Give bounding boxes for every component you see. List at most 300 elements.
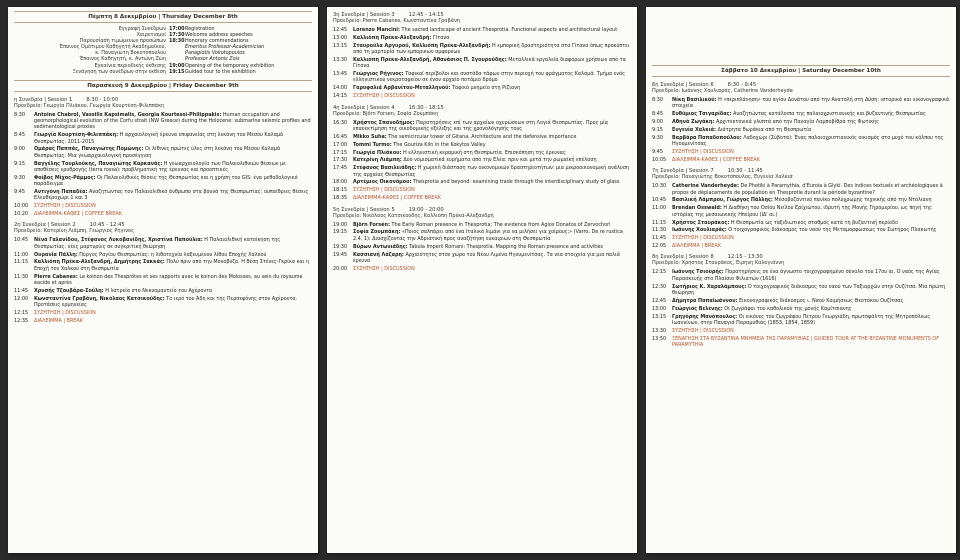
talk-time: 17:00 xyxy=(333,141,348,148)
talk-text xyxy=(353,43,631,56)
session-title: 4η Συνεδρία | Session 4 xyxy=(333,104,395,111)
talk-text xyxy=(353,142,631,148)
talk-time: 11:15 xyxy=(14,259,29,266)
talk-time: 12:30 xyxy=(652,283,667,290)
talk-text xyxy=(34,146,312,159)
talk-title: ΣΥΖΗΤΗΣΗ | DISCUSSION xyxy=(672,327,734,334)
talk-text xyxy=(672,306,950,312)
talk-text xyxy=(353,195,631,201)
talk-row xyxy=(333,85,631,91)
talk-title: ΣΥΖΗΤΗΣΗ | DISCUSSION xyxy=(353,265,415,272)
talk-time: 9:15 xyxy=(14,160,25,167)
opening-label-en: Panagiotis Vokotopoulos xyxy=(185,50,245,57)
talk-title: ΣΥΖΗΤΗΣΗ | DISCUSSION xyxy=(672,149,734,156)
talk-speakers: Björn Forsén: xyxy=(353,221,390,228)
talk-row xyxy=(333,57,631,70)
talk-speakers: Ιωάννης Χουλιαράς: xyxy=(672,227,727,234)
talk-time: 16:45 xyxy=(333,133,348,140)
talk-speakers: Αντιγόνη Παπαδέα: xyxy=(34,188,88,195)
session-time: 8:30 - 10:00 xyxy=(86,96,119,103)
talk-title: Human occupation and geomorphological evolution of the Corfu strait (NW Greece) during the Holocene: submarine seismic profiles and sedimentological proxies xyxy=(34,111,311,131)
talk-time: 14:00 xyxy=(333,85,348,92)
talk-time: 12:35 xyxy=(14,317,29,324)
talk-speakers: Καλλιόπη Πρέκα-Αλεξανδρή, Αθανάσιος Π. Σγουρούδης: xyxy=(353,56,507,63)
opening-time: 19:00 xyxy=(169,62,185,69)
session-block xyxy=(646,82,956,163)
talk-text xyxy=(34,237,312,250)
talk-row xyxy=(652,197,950,203)
session-title: 2η Συνεδρία | Session 2 xyxy=(14,222,76,229)
talk-speakers: Γαρυφαλιά Αρβανίτου-Μεταλληνού: xyxy=(353,85,451,92)
opening-time: 19:15 xyxy=(169,68,185,75)
talk-row xyxy=(652,298,950,304)
program-break-row xyxy=(652,149,950,155)
talk-speakers: Βασιλική Λάμπρου, Γιώργος Πάλλης: xyxy=(672,197,773,204)
talk-text xyxy=(353,57,631,70)
talk-row xyxy=(333,71,631,84)
talk-text xyxy=(353,85,631,91)
talk-text xyxy=(34,310,312,316)
talk-title: Ταφικό μνημείο στη Ρίζιανη xyxy=(450,85,521,92)
talk-time: 9:15 xyxy=(652,126,663,133)
talk-speakers: Χρήστος Σπανοδήμος: xyxy=(353,119,415,126)
talk-time: 9:00 xyxy=(652,119,663,126)
talk-text xyxy=(34,252,312,258)
talk-title: Αρχιτεκτονικά γλυπτά από την Παναγία Λαμποβίθρα της Φωτικής xyxy=(714,119,880,126)
opening-label-gr: Εγγραφή Συνέδρων xyxy=(118,26,166,32)
talk-speakers: Σωτήριος Κ. Χαραλάμπους: xyxy=(672,283,747,290)
talk-speakers: Ευθύμιος Τσιγαρίδας: xyxy=(672,111,732,118)
talk-speakers: Ευγενία Χαλκιά: xyxy=(672,126,716,133)
talk-title: Ταφικοί περίβολοι και συστάδα τάφων στην περιοχή του φράγματος Καλαμά. Τμήμα ενός ελληνιστικού νεκροταφείου σε έναν αρχαίο ποτάμιο δρόμο xyxy=(353,71,626,84)
talk-time: 17:15 xyxy=(333,149,348,156)
talk-row xyxy=(333,157,631,163)
talk-time: 18:35 xyxy=(333,195,348,202)
opening-label-en: Welcome address speeches xyxy=(185,32,253,39)
talk-title: Η Θεσπρωτία ως ταξιδιωτικός σταθμός κατά τη βυζαντινή περίοδο xyxy=(729,219,899,226)
talk-time: 8:30 xyxy=(14,111,25,118)
day-heading-saturday: Σάββατο 10 Δεκεμβρίου | Saturday December 10th xyxy=(652,65,950,77)
session-title: 6η Συνεδρία | Session 6 xyxy=(652,82,714,88)
session-time: 10:30 - 11:45 xyxy=(727,168,763,175)
talk-time: 19:45 xyxy=(333,251,348,258)
talk-time: 10:30 xyxy=(652,183,667,190)
talk-text xyxy=(672,135,950,148)
session-title: 8η Συνεδρία | Session 8 xyxy=(652,254,714,261)
talk-text xyxy=(34,318,312,324)
talk-time: 16:30 xyxy=(333,119,348,126)
talk-title: Πολύ πριν από την Μονοβύζα. Η θέση Στένες-Γκρίκα και η Εποχή του Χαλκού στη Θεσπρωτία xyxy=(34,259,310,272)
talk-row xyxy=(333,142,631,148)
talk-speakers: Γεωργία Κουρτέση-Φιλιππάκη: xyxy=(34,132,119,139)
talk-time: 9:00 xyxy=(14,146,25,153)
opening-schedule xyxy=(8,26,318,75)
talk-row xyxy=(652,127,950,133)
talk-title: Η ελληνιστική κεραμική στη Θεσπρωτία. Επισκόπηση της έρευνας xyxy=(401,149,566,156)
talk-title: Η γεωαρχαιολογία των Παλαιολιθικών θέσεων με αποθέσεις ερυθρογής (terra rossa): προβληματική της έρευνας και προοπτικές xyxy=(34,160,286,173)
session-block xyxy=(646,168,956,249)
talk-time: 9:30 xyxy=(14,174,25,181)
talk-row xyxy=(14,132,312,145)
talk-title: Tabula Imperii Romani: Thesprotia. Mapping the Roman presence and activities xyxy=(407,243,604,250)
talk-speakers: Σταυρούλα Αργυρού, Καλλιόπη Πρέκα-Αλεξανδρή: xyxy=(353,42,491,49)
talk-text xyxy=(34,189,312,202)
talk-text xyxy=(34,288,312,294)
program-break-row xyxy=(14,211,312,217)
talk-title: Λαδοχώρι (Σύβοτα): Ένας παλαιοχριστιανικός οικισμός στο μυχό του κόλπου της Ηγουμενίτσας xyxy=(672,134,944,148)
talk-text xyxy=(672,97,950,110)
talk-title: Η Παλαιολιθική κατοίκηση της Θεσπρωτίας: νέες μαρτυρίες σε συγκριτική θεώρηση xyxy=(34,237,281,250)
talk-speakers: Αθηνά Ζωγάκη: xyxy=(672,119,715,126)
talk-time: 13:15 xyxy=(333,42,348,49)
talk-text xyxy=(672,205,950,218)
talk-speakers: Αρτέμιος Οικονόμου: xyxy=(353,179,412,186)
talk-title: Παρατηρήσεις σε ένα άγνωστο τοιχογραφημένο σύνολο του 17ου αι. Ο ναός της Αγίας Παρασκευής στο Πλαίσιο Φιλιατών (1616) xyxy=(672,269,940,282)
talk-speakers: Βύρων Αντωνιάδης: xyxy=(353,243,408,250)
session-time: 12:45 - 14:15 xyxy=(408,12,444,18)
opening-label-en: Guided tour to the exhibition xyxy=(185,68,256,75)
program-break-row xyxy=(333,187,631,193)
session-chair: Προεδρείο: Παναγιώτης Βοκοτόπουλος, Ευγενία Χαλκιά xyxy=(652,174,793,181)
talk-time: 11:30 xyxy=(14,273,29,280)
talk-text xyxy=(353,27,631,33)
session-chair: Προεδρείο: Νικόλαος Κατσικούδης, Καλλιόπη Πρέκα-Αλεξανδρή xyxy=(333,212,494,219)
talk-text xyxy=(353,35,631,41)
talk-title: Οι λίθινες πρώτες ύλες στη λεκάνη του Μέσου Καλαμά Θεσπρωτίας: Μια γεωαρχαιολογική προσέγγιση xyxy=(34,146,281,159)
talk-time: 8:30 xyxy=(652,97,663,103)
talk-speakers: Pierre Cabanes: xyxy=(34,273,78,280)
talk-speakers: Ομάρας Παππάς, Παναγιώτης Πομώνης: xyxy=(34,146,144,153)
talk-row xyxy=(652,97,950,110)
talk-time: 13:30 xyxy=(333,56,348,63)
talk-title: Οι Παλαιολιθικές θέσεις της Θεσπρωτίας και η χρήση του GIS: ένα μεθοδολογικό παράδειγμα xyxy=(34,174,298,188)
talk-speakers: Γεωργία Πλιάκου: xyxy=(353,149,402,156)
talk-row xyxy=(14,175,312,188)
talk-speakers: Antoine Chabrol, Vassilis Kapsimalis, Georgia Kourtessi-Philippakis: xyxy=(34,111,222,118)
talk-time: 18:15 xyxy=(333,187,348,194)
talk-title: Μεσοβυζαντινό πανίκο πολύχρωμης τεχνικής από την Ντόλιανη xyxy=(772,197,932,204)
session-title: 7η Συνεδρία | Session 7 xyxy=(652,168,714,175)
talk-speakers: Κωνσταντίνα Γραβάνη, Νικόλαος Κατσικούδης: xyxy=(34,295,165,302)
talk-text xyxy=(353,187,631,193)
talk-row xyxy=(333,27,631,33)
session-chair: Προεδρείο: Κατερίνη Λιάμπη, Γεώργιος Ρήγινος xyxy=(14,228,135,235)
opening-label-en: Emeritus Professor-Academician xyxy=(185,44,265,51)
talk-title: ΔΙΑΛΕΙΜΜΑ | BREAK xyxy=(672,243,721,250)
talk-speakers: Δήμητρα Παπαϊωάννου: xyxy=(672,297,738,304)
talk-time: 13:50 xyxy=(652,335,667,342)
program-break-row xyxy=(652,235,950,241)
talk-row xyxy=(333,229,631,242)
session-block xyxy=(8,97,318,218)
talk-title: Ο τοιχογραφικός διάκοσμος του ναού της Μεταμορφώσεως του Σωτήρος Πλακωτής xyxy=(726,227,937,234)
talk-row xyxy=(333,244,631,250)
talk-speakers: Lorenzo Mancini: xyxy=(353,27,400,33)
program-page-1 xyxy=(8,7,318,553)
session-chair: Προεδρείο: Pierre Cabanes, Κωνσταντίνα Γραβάνη xyxy=(333,18,461,24)
talk-row xyxy=(333,252,631,265)
talk-title: Δύο νομισματικά ευρήματα από την Ελέα: πριν και μετά την ρωμαϊκή επέλαση xyxy=(401,157,597,164)
talk-text xyxy=(672,183,950,196)
session-chair: Προεδρείο: Χρήστος Σταυράκος, Ειρήνη Καλογιάννη xyxy=(652,260,785,267)
session-block xyxy=(327,12,637,100)
talk-title: Διάτρητα θωράκια από τη Θεσπρωτία xyxy=(715,126,812,133)
talk-time: 12:45 xyxy=(333,27,348,33)
talk-time: 20:00 xyxy=(333,265,348,272)
talk-time: 14:15 xyxy=(333,93,348,100)
program-break-row xyxy=(652,243,950,249)
program-page-2 xyxy=(327,7,637,553)
talk-time: 13:00 xyxy=(652,305,667,312)
opening-label-gr: κ. Παναγιώτη Βοκοτόπουλου xyxy=(95,50,166,57)
talk-row xyxy=(333,150,631,156)
talk-speakers: Σοφία Ζουμπάκη: xyxy=(353,229,401,236)
talk-title: ΔΙΑΛΕΙΜΜΑ-ΚΑΦΕΣ | COFFEE BREAK xyxy=(353,195,441,202)
opening-label-en: Honorary commendations xyxy=(185,38,249,45)
talk-text xyxy=(672,220,950,226)
program-break-row xyxy=(14,318,312,324)
talk-time: 11:00 xyxy=(652,205,667,212)
talk-speakers: Κασσιανή Λάζαρη: xyxy=(353,251,404,258)
talk-row xyxy=(14,288,312,294)
talk-time: 12:05 xyxy=(652,243,667,250)
talk-text xyxy=(672,149,950,155)
opening-label-gr: Εγκαίνια περιοδικής έκθεσης xyxy=(94,62,166,69)
session-time: 19:00 - 20:00 xyxy=(408,206,444,213)
talk-title: Εικονογραφικός διάκοσμος ι. Ναού Κοιμήσεως Θεοτόκου Ουζίτσας xyxy=(737,297,904,304)
talk-row xyxy=(333,222,631,228)
talk-time: 19:15 xyxy=(333,229,348,236)
talk-text xyxy=(353,165,631,178)
talk-speakers: Γεώργιος Βελένης: xyxy=(672,305,723,312)
talk-row xyxy=(333,35,631,41)
talk-text xyxy=(353,71,631,84)
talk-speakers: Γεώργιος Ρήγινος: xyxy=(353,71,404,78)
talk-title: Ο τοιχογραφικός διάκοσμος του ναού των Ταξιαρχών στην Ουζίτσα. Μια πρώτη θεώρηση xyxy=(672,283,946,296)
talk-time: 11:45 xyxy=(652,235,667,242)
talk-title: Η Διαθήκη του Οσίου Νείλου Ερίχιώτου, ιδρυτή της Μονής Γηρομερίου, ως πηγή της ιστορίας της μεσαιωνικής Ηπείρου (ΙΔ' αι.) xyxy=(672,205,932,218)
talk-speakers: Νίκη Βασιλικού: xyxy=(672,97,717,103)
talk-title: Η «περιπλάνηση» του αγίου Δονάτου από την Ανατολή στη Δύση: ιστορικά και εικονογραφικά στοιχεία xyxy=(672,97,950,110)
talk-title: Η χωρική διάσταση των οικονομικών δραστηριοτήτων: μια μικροοικονομική ανάλυση της αρχαίας Θεσπρωτίας xyxy=(353,165,629,178)
talk-text xyxy=(353,252,631,265)
program-break-row xyxy=(14,203,312,209)
talk-text xyxy=(34,203,312,209)
talk-text xyxy=(353,150,631,156)
program-break-row xyxy=(652,157,950,163)
talk-time: 8:45 xyxy=(14,132,25,139)
talk-speakers: Στέφανος Βασιλειάδης: xyxy=(353,165,417,172)
talk-title: Μεταλλικά εργαλεία διαφόρων χρήσεων από τα Γίτανα xyxy=(353,56,626,70)
opening-time: 17:00 xyxy=(169,26,185,32)
talk-speakers: Brendan Osswald: xyxy=(672,205,722,212)
talk-time: 9:30 xyxy=(652,134,663,141)
session-title: 3η Συνεδρία | Session 3 xyxy=(333,12,395,18)
opening-row xyxy=(14,69,312,75)
talk-title: ΔΙΑΛΕΙΜΜΑ-ΚΑΦΕΣ | COFFEE BREAK xyxy=(672,156,760,163)
talk-time: 11:45 xyxy=(14,287,29,294)
talk-row xyxy=(14,146,312,159)
session-title: 5η Συνεδρία | Session 5 xyxy=(333,206,395,213)
session-chair: Προεδρείο: Ιωάννης Χουλιαράς, Catherine Vanderheyde xyxy=(652,88,793,94)
talk-row xyxy=(333,134,631,140)
talk-title: Η εμπορική δραστηριότητα στα Γίτανα όπως προκύπτει από τη μαρτυρία των εμπορικών αμφορέων xyxy=(353,42,630,56)
talk-speakers: Καλλιόπη Πρέκα-Αλεξανδρή: xyxy=(353,34,432,41)
session-time: 8:30 - 9:45 xyxy=(727,82,757,88)
talk-speakers: Βαγγέλης Τουρλούκης, Παναγιώτης Καρκανάς: xyxy=(34,160,163,167)
program-break-row xyxy=(652,336,950,349)
talk-text xyxy=(672,111,950,117)
talk-title: Η λατρεία στο Νεκυομαντείο του Αχέροντα xyxy=(103,287,213,294)
talk-row xyxy=(652,220,950,226)
talk-time: 12:00 xyxy=(14,295,29,302)
talk-title: Αναζητώντας τον Παλαιολιθικό άνθρωπο στα βουνά της Θεσπρωτίας: ουπαίθριες θέσεις Ελευθεροχώρι 1 και 3 xyxy=(34,188,309,202)
talk-title: ΣΥΖΗΤΗΣΗ | DISCUSSION xyxy=(353,187,415,194)
talk-text xyxy=(353,244,631,250)
day-heading-thursday: Πέμπτη 8 Δεκεμβρίου | Thursday December 8th xyxy=(14,11,312,23)
talk-title: Οι εικόνες του ζωγράφου Πέτρου Γεωργιάδη, πρωτοψάλτη της Μητροπόλεως Ιωαννίνων, στην Παναγιά Παραμυθιάς (1853, 1854, 1859) xyxy=(672,313,931,326)
talk-text xyxy=(672,127,950,133)
talk-speakers: Κατερίνη Λιάμπη: xyxy=(353,157,402,164)
talk-speakers: Νένα Γαλανίδου, Στέφανος Λυκοβανίδης, Χριστίνα Παπούλια: xyxy=(34,237,203,244)
talk-title: Thesprotia and beyond: examining trade through the interdisciplinary study of glass xyxy=(411,179,620,186)
talk-row xyxy=(14,112,312,131)
talk-text xyxy=(353,222,631,228)
talk-text xyxy=(34,296,312,309)
session-title: η Συνεδρία | Session 1 xyxy=(14,96,73,103)
talk-title: «Ποιος σαλπάρει από ένα Ιταλικό λιμάνι για να μιλήσει για χοίρους;» (Varro, De re rustica 2.4, 1): Διασχίζοντας την Αδριατική προς αναζήτηση ευκαιριών στη Θεσπρωτία xyxy=(353,229,623,242)
opening-label-en: Opening of the temporary exhibition xyxy=(185,62,275,69)
talk-text xyxy=(672,243,950,249)
talk-time: 19:00 xyxy=(333,221,348,228)
talk-row xyxy=(14,161,312,174)
talk-time: 10:20 xyxy=(14,211,29,218)
talk-text xyxy=(34,211,312,217)
talk-time: 13:45 xyxy=(333,71,348,78)
talk-time: 17:30 xyxy=(333,157,348,164)
talk-time: 8:45 xyxy=(652,111,663,118)
talk-time: 12:15 xyxy=(14,309,29,316)
talk-row xyxy=(14,259,312,272)
program-page-3 xyxy=(646,7,956,553)
talk-title: Γίτανα xyxy=(431,34,450,41)
talk-speakers: Γρηγόρης Μανόπουλος: xyxy=(672,313,738,320)
talk-row xyxy=(333,165,631,178)
opening-label-gr: Χαιρετισμοί xyxy=(136,32,166,39)
talk-title: Παρατηρήσεις επί των αρχαίων οχυρώσεων στη Λογιά Θεσπρωτίας. Προς μία επανεκτίμηση της οικοδομικής εξέλιξης και της χρονολόγησής τους xyxy=(353,119,609,132)
talk-text xyxy=(34,175,312,188)
opening-label-gr: Έπαινος Ομότιμου Καθηγητή Ακαδημαϊκού, xyxy=(59,44,166,51)
talk-title: ΞΕΝΑΓΗΣΗ ΣΤΑ ΒΥΖΑΝΤΙΝΑ ΜΝΗΜΕΙΑ ΤΗΣ ΠΑΡΑΜΥΘΙΑΣ | GUIDED TOUR AT THE BYZANTINE MONUMENTS OF PARAMYTHIA xyxy=(672,335,940,348)
talk-time: 10:45 xyxy=(14,237,29,244)
talk-title: The Gouriza Kiln in the Kokytos Valley xyxy=(391,141,486,148)
talk-row xyxy=(652,205,950,218)
talk-text xyxy=(672,336,950,349)
talk-text xyxy=(672,227,950,233)
talk-speakers: Tommi Turmo: xyxy=(353,141,392,148)
talk-title: Αρχαιότητες στον χώρο του Νέου Λιμένα Ηγουμενίτσας. Τα νέα στοιχεία για μια παλιά έρευνα xyxy=(353,251,620,264)
talk-row xyxy=(652,227,950,233)
talk-text xyxy=(34,161,312,174)
talk-text xyxy=(34,259,312,272)
talk-time: 13:15 xyxy=(652,313,667,320)
talk-title: The Early Roman presence in Thesprotia: The evidence from Agios Donatos of Zervochori xyxy=(389,221,611,228)
session-time: 10:45 - 12:45 xyxy=(89,222,125,229)
talk-time: 10:05 xyxy=(652,156,667,163)
talk-speakers: Καλλιόπη Πρέκα-Αλεξανδρή, Δημήτρης Σακκάς: xyxy=(34,259,165,266)
program-break-row xyxy=(333,93,631,99)
talk-row xyxy=(652,269,950,282)
talk-row xyxy=(333,43,631,56)
talk-title: De Photiki à Paramythia, d'Euroia à Glyki. Des indices textuels et archéologiques à propos de déplacements de population en Thesprotie durant la période byzantine? xyxy=(672,183,943,196)
talk-title: ΔΙΑΛΕΙΜΜΑ-ΚΑΦΕΣ | COFFEE BREAK xyxy=(34,211,122,218)
talk-text xyxy=(34,274,312,287)
talk-speakers: Ιωάννης Τσιουρής: xyxy=(672,269,724,276)
opening-label-gr: Έπαινος Καθηγητή, κ. Αντώνη Ζώη xyxy=(79,56,166,63)
talk-speakers: Φοίβος Μίχος-Ράμμος: xyxy=(34,174,96,181)
talk-title: ΔΙΑΛΕΙΜΜΑ | BREAK xyxy=(34,317,83,324)
talk-text xyxy=(353,93,631,99)
session-block xyxy=(646,254,956,348)
talk-title: ΣΥΖΗΤΗΣΗ | DISCUSSION xyxy=(672,235,734,242)
talk-speakers: Catherine Vanderheyde: xyxy=(672,183,739,190)
talk-title: ΣΥΖΗΤΗΣΗ | DISCUSSION xyxy=(34,309,96,316)
session-time: 16:30 - 18:15 xyxy=(408,104,444,111)
talk-text xyxy=(672,314,950,327)
talk-text xyxy=(672,328,950,334)
talk-time: 11:30 xyxy=(652,227,667,234)
talk-time: 12:15 xyxy=(652,269,667,276)
talk-text xyxy=(672,197,950,203)
talk-time: 17:45 xyxy=(333,165,348,172)
talk-time: 10:45 xyxy=(652,197,667,204)
talk-speakers: Χρυσής Τζουβάρα-Σούλη: xyxy=(34,287,104,294)
talk-row xyxy=(652,183,950,196)
talk-row xyxy=(333,120,631,133)
talk-time: 18:00 xyxy=(333,179,348,186)
program-break-row xyxy=(14,310,312,316)
talk-time: 13:30 xyxy=(652,327,667,334)
talk-row xyxy=(652,111,950,117)
talk-row xyxy=(652,119,950,125)
talk-text xyxy=(672,157,950,163)
session-block xyxy=(327,105,637,202)
talk-row xyxy=(652,284,950,297)
talk-text xyxy=(353,179,631,185)
talk-title: Το ιερό του Άδη και της Περσεφόνης στον Αχέροντα. Προτάσεις ερμηνείας xyxy=(34,295,298,308)
talk-title: The semicircular tower of Gitana. Architecture and the defensive importance xyxy=(386,133,577,140)
talk-row xyxy=(652,314,950,327)
talk-row xyxy=(14,252,312,258)
talk-speakers: Χρήστος Σταυράκος: xyxy=(672,219,730,226)
talk-title: Le koinon des Thesprôtes et ses rapports avec le koinon des Molosses, au sein du royaume éacide et après xyxy=(34,273,303,286)
talk-speakers: Βαρβάρα Παπαδοπούλου: xyxy=(672,134,742,141)
talk-title: The sacred landscape of ancient Thesprotia. Functional aspects and architectural layout xyxy=(399,27,618,33)
talk-title: Η αρχαιολογική έρευνα επιφανείας στη λεκάνη του Μέσου Καλαμά Θεσπρωτίας: 2011-2015 xyxy=(34,132,284,145)
talk-time: 10:00 xyxy=(14,203,29,210)
talk-text xyxy=(353,266,631,272)
talk-text xyxy=(353,120,631,133)
opening-time: 17:30 xyxy=(169,32,185,39)
talk-time: 11:00 xyxy=(14,251,29,258)
program-break-row xyxy=(333,195,631,201)
talk-text xyxy=(672,298,950,304)
talk-text xyxy=(353,229,631,242)
talk-text xyxy=(672,269,950,282)
session-chair: Προεδρείο: Björn Forsen, Σοφία Ζουμπάκη xyxy=(333,110,439,117)
talk-text xyxy=(672,235,950,241)
talk-row xyxy=(652,306,950,312)
